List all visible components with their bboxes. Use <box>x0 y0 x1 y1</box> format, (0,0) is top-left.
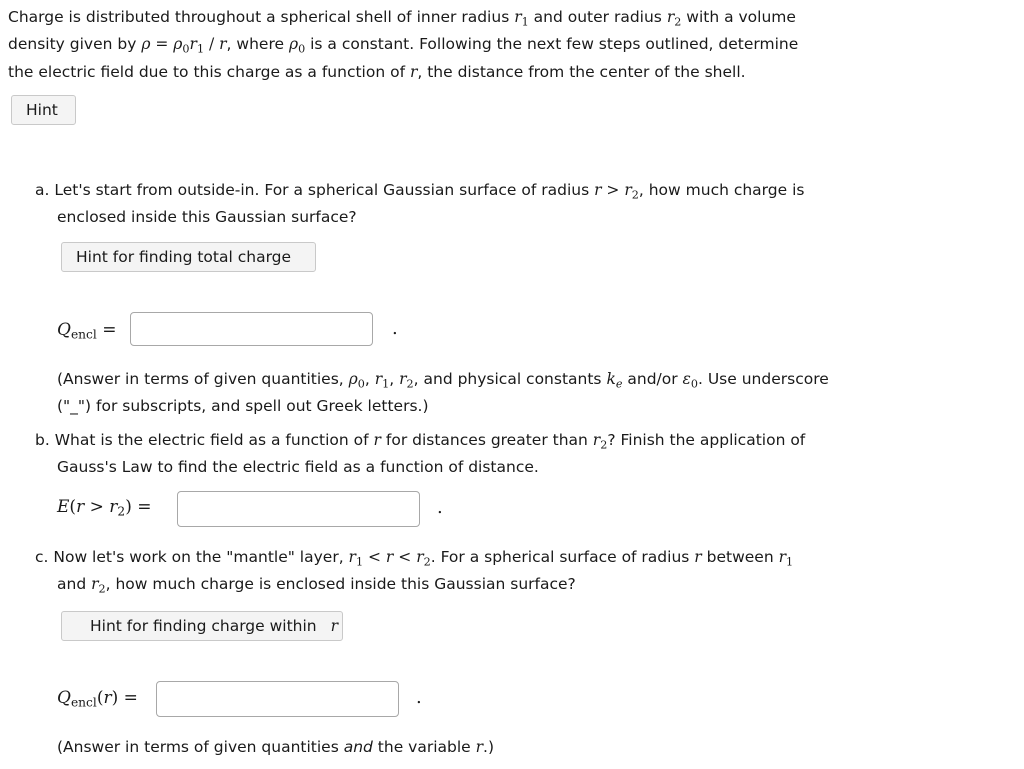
q-encl-label: $Q_{encl}$ = <box>57 320 117 342</box>
e-field-period: . <box>437 497 443 518</box>
intro-line-3 <box>8 61 798 84</box>
part-c-text: c. Now let's work on the "mantle" layer, <box>35 548 349 566</box>
part-b-question <box>35 429 805 479</box>
problem-statement <box>8 6 798 84</box>
intro-text: Charge is distributed throughout a spherical shell of inner radius <box>8 8 515 26</box>
part-c-line-2 <box>35 573 793 600</box>
intro-text: the electric field due to this charge as a function of <box>8 62 410 81</box>
part-b-text: Gauss's Law to find the electric field as a function of distance. <box>57 458 539 477</box>
part-b-text: b. What is the electric field as a function of <box>35 431 374 449</box>
math-r: r <box>694 548 702 566</box>
part-c-line-1 <box>35 546 793 573</box>
q-encl-input[interactable] <box>130 312 373 346</box>
note-text: (Answer in terms of given quantities, <box>57 370 349 388</box>
part-c-text: , how much charge is enclosed inside this Gaussian surface? <box>105 575 576 594</box>
q-encl-r-period: . <box>416 687 422 708</box>
part-a-line-1 <box>35 179 804 206</box>
math-r1: $r_1$ <box>514 8 529 29</box>
q-encl-period: . <box>392 318 398 339</box>
math-r: r <box>475 738 484 756</box>
math-r2: $r_2$ <box>399 370 414 391</box>
math-rho0: $\rho_0$ <box>348 370 365 391</box>
part-a-answer-note <box>57 368 829 418</box>
part-a-note-line-2 <box>57 395 829 418</box>
e-field-input[interactable] <box>177 491 420 527</box>
math-r2: $r_2$ <box>91 575 106 596</box>
note-text: the variable <box>372 738 476 756</box>
part-c-text: and <box>57 575 92 594</box>
math-r1: $r_1$ <box>778 548 794 569</box>
math-r1: $r_1$ <box>374 370 390 391</box>
note-text: (Answer in terms of given quantities <box>57 738 344 756</box>
math-r2: $r_2$ <box>592 431 608 452</box>
note-text: . Use underscore <box>697 370 829 388</box>
math-eps0: $\varepsilon_0$ <box>682 370 698 391</box>
q-encl-r-label: $Q_{encl}(r)$ = <box>57 688 138 710</box>
note-comma: , <box>389 370 400 388</box>
math-r: r <box>373 431 381 449</box>
hint-charge-within-r-button[interactable] <box>61 611 343 641</box>
note-comma: , <box>364 370 375 388</box>
part-c-answer-note: (Answer in terms of given quantities and the variable r.) <box>57 738 495 756</box>
math-density-formula: $\rho = \rho_0r_1 / r$ <box>141 35 227 56</box>
intro-text: is a constant. Following the next few steps outlined, determine <box>305 35 799 54</box>
note-period: . <box>483 738 488 756</box>
math-rho0: $\rho_0$ <box>288 35 306 56</box>
note-text: ("_") for subscripts, and spell out Greek letters.) <box>57 397 429 416</box>
math-r2: $r_2$ <box>666 8 682 29</box>
intro-text: , where <box>226 35 289 54</box>
part-c-text: between <box>701 548 779 566</box>
part-c-text: . For a spherical surface of radius <box>430 548 695 566</box>
part-b-text: ? Finish the application of <box>607 431 806 449</box>
part-b-text: for distances greater than <box>380 431 593 449</box>
intro-line-2 <box>8 33 798 60</box>
hint-total-charge-label: Hint for finding total charge <box>76 248 292 266</box>
q-encl-r-input[interactable] <box>156 681 399 717</box>
intro-text: density given by <box>8 35 142 54</box>
note-text: , and physical constants <box>413 370 607 388</box>
e-field-label: $E(r > r_2)$ = <box>57 497 152 519</box>
math-r1-lt-r-lt-r2: $r_1 < r < r_2$ <box>348 548 431 569</box>
math-ke: $k_e$ <box>606 370 623 391</box>
hint-button[interactable] <box>11 95 76 125</box>
part-a-question <box>35 179 804 229</box>
hint-charge-within-r-label: Hint for finding charge withinr <box>90 617 339 635</box>
intro-text: , the distance from the center of the shell. <box>417 62 746 81</box>
part-b-line-1 <box>35 429 805 456</box>
intro-line-1 <box>8 6 798 33</box>
hint-button-label: Hint <box>26 101 58 119</box>
intro-text: with a volume <box>681 8 796 26</box>
part-a-text: enclosed inside this Gaussian surface? <box>57 208 357 227</box>
part-c-question <box>35 546 793 601</box>
math-r: r <box>409 62 418 81</box>
math-r-gt-r2: $r > r_2$ <box>594 181 639 202</box>
part-a-line-2 <box>35 206 804 229</box>
intro-text: and outer radius <box>528 8 667 26</box>
hint-total-charge-button[interactable] <box>61 242 316 272</box>
part-a-note-line-1 <box>57 368 829 395</box>
note-emphasis: and <box>343 738 373 756</box>
part-b-line-2 <box>35 456 805 479</box>
note-text: and/or <box>622 370 683 388</box>
part-a-text: a. Let's start from outside-in. For a spherical Gaussian surface of radius <box>35 181 595 199</box>
part-a-text: , how much charge is <box>638 181 805 199</box>
